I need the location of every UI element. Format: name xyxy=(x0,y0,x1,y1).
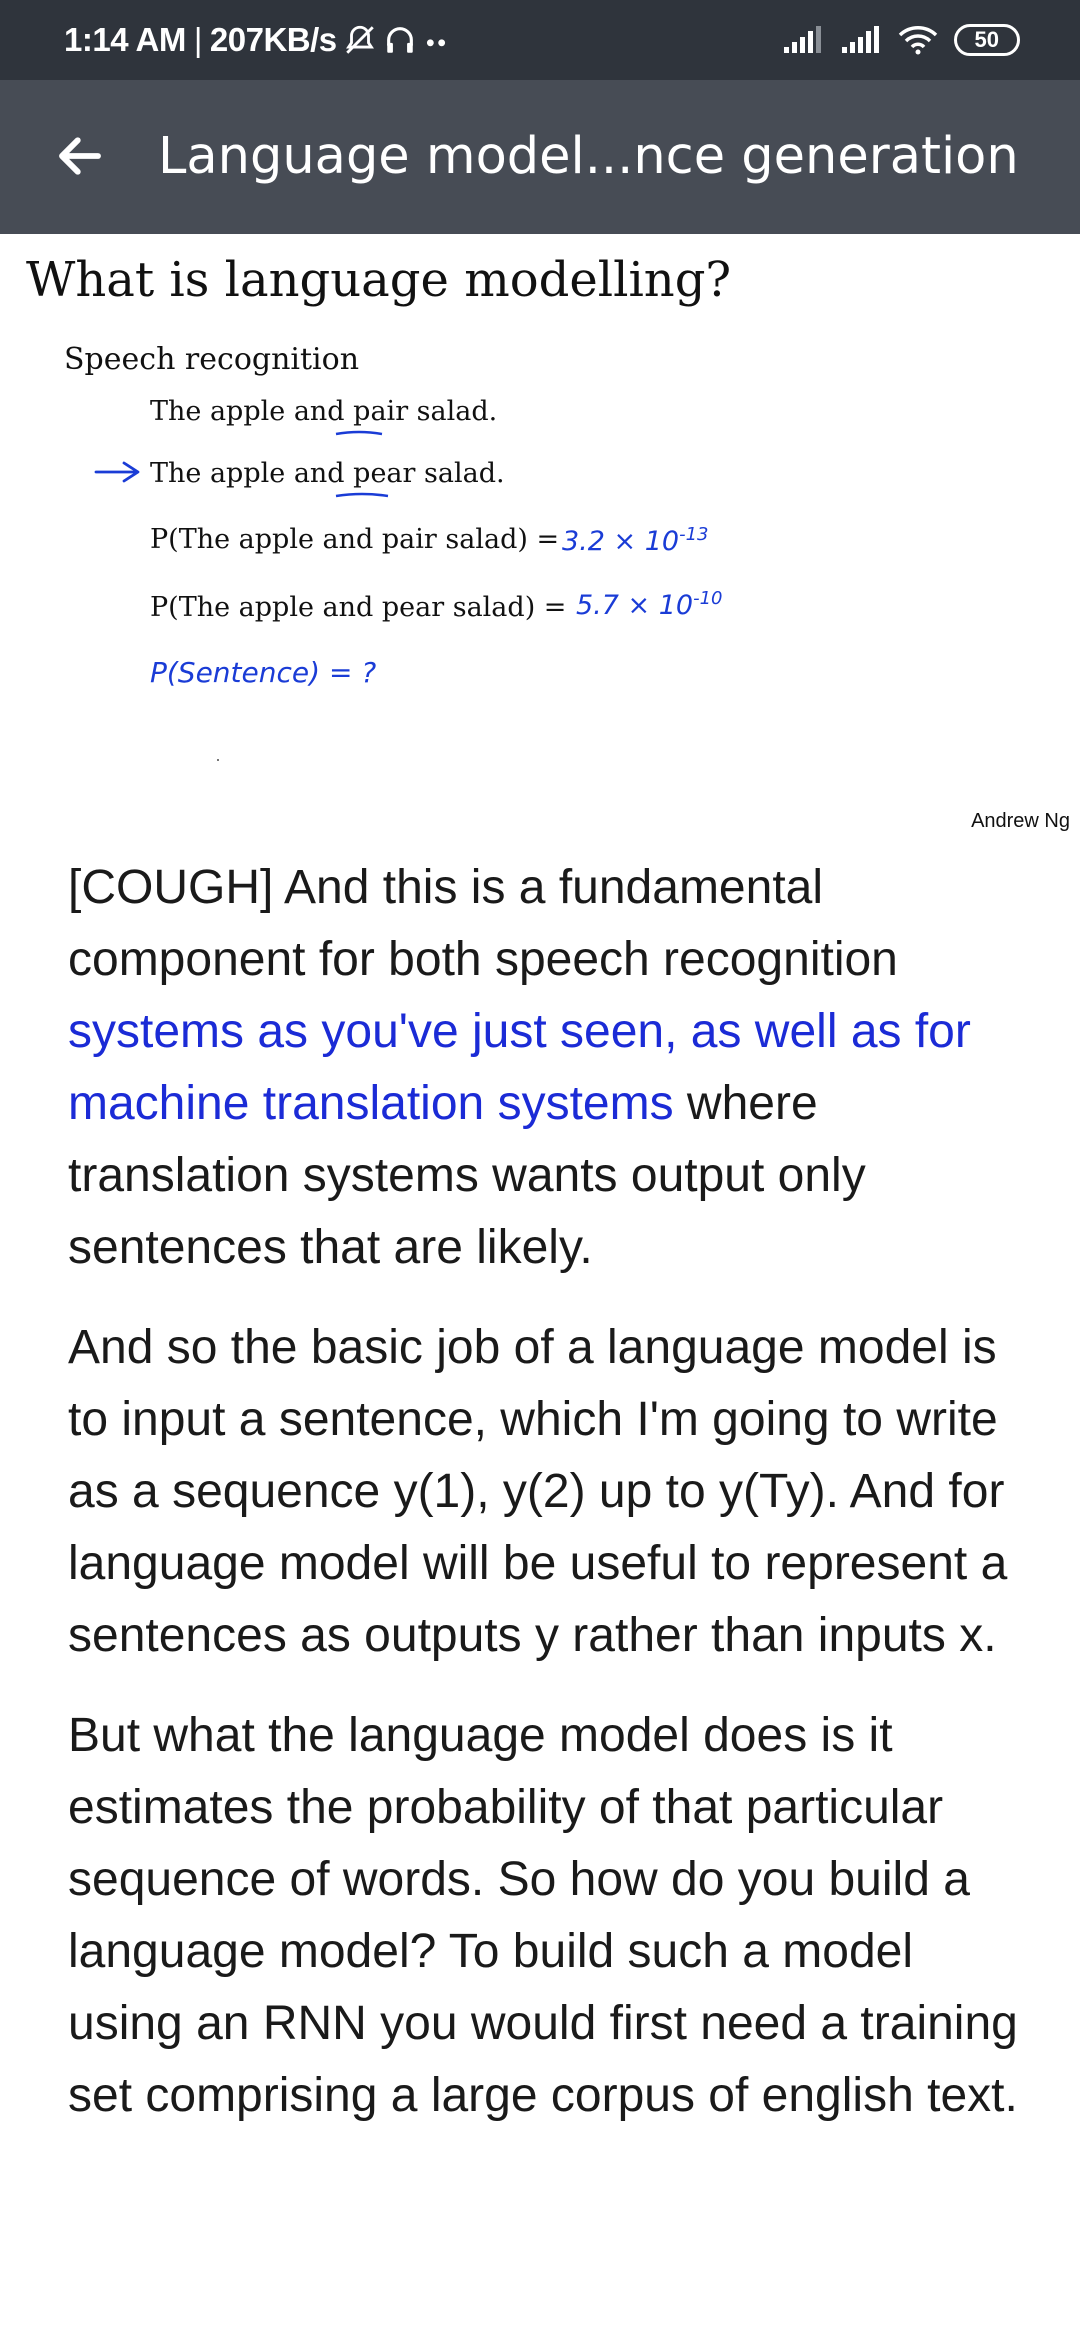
slide-prob-2: P(The apple and pear salad) = xyxy=(150,592,567,623)
status-speed: 207KB/s xyxy=(209,21,337,58)
wifi-icon xyxy=(898,25,938,55)
status-right xyxy=(782,0,1020,80)
more-dots-icon xyxy=(423,23,449,57)
back-button[interactable] xyxy=(44,120,116,192)
handwritten-prob-2 xyxy=(576,588,723,621)
page-title: Language model...nce generation xyxy=(158,127,1019,186)
battery-level: 50 xyxy=(974,27,999,52)
prob-1-value: 3.2 × 10 xyxy=(562,526,680,557)
back-arrow-icon xyxy=(53,129,107,183)
status-left xyxy=(64,0,449,80)
handwritten-prob-1 xyxy=(562,524,709,557)
headphones-icon xyxy=(383,23,417,57)
battery-icon xyxy=(954,24,1020,56)
slide-sentence-2: The apple and pear salad. xyxy=(150,458,505,489)
status-separator: | xyxy=(193,21,202,58)
handwritten-question: P(Sentence) = ? xyxy=(150,656,377,689)
mute-icon xyxy=(343,23,377,57)
prob-2-value: 5.7 × 10 xyxy=(576,590,694,621)
lecture-slide[interactable] xyxy=(0,234,1080,834)
transcript-text: [COUGH] And this is a fundamental component for both speech recognition xyxy=(68,861,898,986)
transcript-paragraph[interactable]: But what the language model does is it estimates the probability of that particular sequence of words. So how do you build a language model? To build such a model using an RNN you would first need a training set comprising a large corpus of english text. xyxy=(68,1709,1018,2122)
slide-sentence-1: The apple and pair salad. xyxy=(150,396,498,427)
app-bar xyxy=(0,80,1080,234)
ink-dot xyxy=(217,759,219,761)
prob-2-exponent: -10 xyxy=(693,588,723,609)
signal-icon xyxy=(782,25,824,55)
slide-title: What is language modelling? xyxy=(26,252,732,308)
transcript-highlight: systems as you've just seen, as well as for machine translation systems xyxy=(68,1005,971,1130)
slide-prob-1: P(The apple and pair salad) = xyxy=(150,524,560,555)
status-bar xyxy=(0,0,1080,80)
slide-credit: Andrew Ng xyxy=(971,810,1070,832)
transcript-paragraph[interactable]: And so the basic job of a language model is to input a sentence, which I'm going to write as a sequence y(1), y(2) up to y(Ty). And for language model will be useful to represent a sentences as outputs y rather than inputs x. xyxy=(68,1321,1008,1662)
slide-subtitle: Speech recognition xyxy=(64,342,360,377)
status-time: 1:14 AM xyxy=(64,21,186,58)
prob-1-exponent: -13 xyxy=(679,524,709,545)
transcript xyxy=(68,852,1028,2160)
signal-icon xyxy=(840,25,882,55)
arrow-mark-icon xyxy=(94,460,142,484)
transcript-text: where translation systems wants output only sentences that are likely. xyxy=(68,1077,866,1274)
underline-mark xyxy=(334,428,384,438)
underline-mark xyxy=(334,490,390,500)
transcript-paragraph[interactable] xyxy=(68,852,1028,1284)
